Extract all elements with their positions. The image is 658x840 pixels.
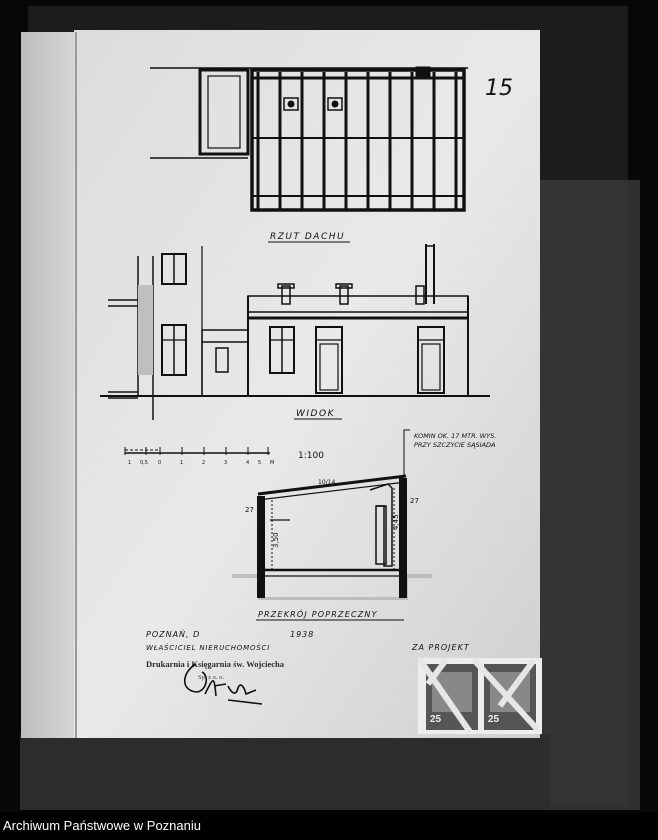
designer-label: ZA PROJEKT <box>412 643 470 652</box>
stamp-value-2: 25 <box>488 714 500 725</box>
elevation-title: WIDOK <box>296 409 335 419</box>
page-number: 15 <box>485 76 513 101</box>
scale-tick-label: 1 <box>128 460 132 466</box>
scale-tick-label: 5 <box>258 460 262 466</box>
owner-label: WŁAŚCICIEL NIERUCHOMOŚCI <box>146 644 271 652</box>
scale-tick-label: M <box>270 460 275 466</box>
revenue-stamps <box>418 658 542 734</box>
dim-roof: 10/14 <box>318 479 336 486</box>
scale-tick-label: 2 <box>202 460 206 466</box>
cross-section-title: PRZEKRÓJ POPRZECZNY <box>258 610 378 619</box>
roof-plan-title: RZUT DACHU <box>270 232 346 242</box>
archive-credit-bar <box>0 812 658 840</box>
dim-height-right: 4,45 <box>392 514 400 530</box>
scale-tick-label: 0 <box>158 460 162 466</box>
scale-tick-label: 1 <box>180 460 184 466</box>
owner-stamp-line-2: Sp. z o. o. <box>198 674 224 681</box>
scale-ratio: 1:100 <box>298 451 324 461</box>
date-year: 1938 <box>290 630 315 639</box>
scale-tick-label: 0,5 <box>140 460 148 466</box>
chimney-note-line-1: KOMIN OK. 17 MTR. WYS. <box>414 432 497 440</box>
dim-height-left: 3,50 <box>272 532 280 548</box>
scale-tick-label: 4 <box>246 460 250 466</box>
chimney-note-line-2: PRZY SZCZYCIE SĄSIADA <box>414 441 496 449</box>
scale-tick-label: 3 <box>224 460 228 466</box>
archive-credit: Archiwum Państwowe w Poznaniu <box>3 818 201 833</box>
dim-wall-right: 27 <box>410 497 419 505</box>
stamp-value-1: 25 <box>430 714 442 725</box>
place-date: POZNAŃ, D <box>146 630 201 639</box>
dim-wall-left: 27 <box>245 506 254 514</box>
owner-stamp-line-1: Drukarnia i Księgarnia św. Wojciecha <box>146 659 284 669</box>
